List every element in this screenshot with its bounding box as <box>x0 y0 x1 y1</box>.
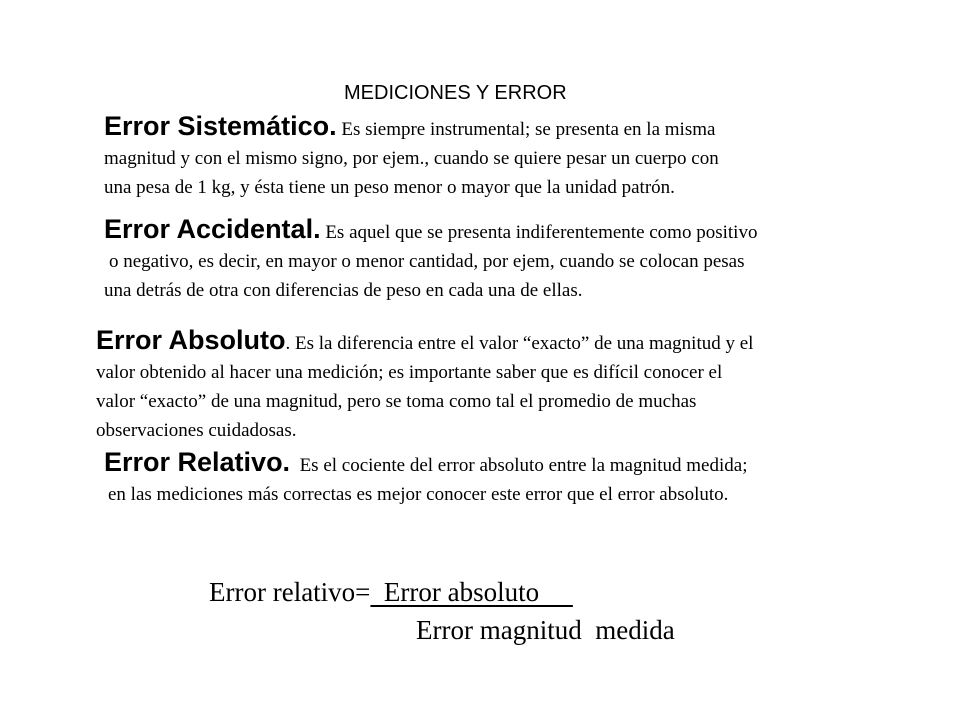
absoluto-heading: Error Absoluto <box>96 326 286 355</box>
relativo-line-1: Es el cociente del error absoluto entre la magnitud medida; <box>299 455 748 476</box>
page-title: MEDICIONES Y ERROR <box>344 82 567 102</box>
sistematico-line-3: una pesa de 1 kg, y ésta tiene un peso menor o mayor que la unidad patrón. <box>104 177 675 198</box>
relativo-line-2: en las mediciones más correctas es mejor conocer este error que el error absoluto. <box>108 484 729 505</box>
formula-denominator: Error magnitud medida <box>416 615 675 645</box>
absoluto-line-2: valor obtenido al hacer una medición; es importante saber que es difícil conocer el <box>96 362 723 383</box>
formula-numerator: Error absoluto <box>370 577 573 607</box>
absoluto-line-1: . Es la diferencia entre el valor “exacto” de una magnitud y el <box>285 333 754 354</box>
accidental-paragraph <box>104 215 757 305</box>
accidental-line-1: Es aquel que se presenta indiferentemente como positivo <box>325 222 758 243</box>
absoluto-paragraph <box>96 326 753 438</box>
relativo-paragraph <box>104 448 747 509</box>
sistematico-line-2: magnitud y con el mismo signo, por ejem., cuando se quiere pesar un cuerpo con <box>104 148 719 169</box>
accidental-heading: Error Accidental. <box>104 214 321 244</box>
formula-lhs: Error relativo= <box>209 577 371 607</box>
sistematico-heading: Error Sistemático. <box>104 111 337 141</box>
absoluto-line-3: valor “exacto” de una magnitud, pero se toma como tal el promedio de muchas <box>96 391 697 412</box>
formula-numerator-row <box>209 575 573 609</box>
sistematico-line-1: Es siempre instrumental; se presenta en la misma <box>341 119 716 140</box>
absoluto-line-4: observaciones cuidadosas. <box>96 420 297 438</box>
accidental-line-3: una detrás de otra con diferencias de peso en cada una de ellas. <box>104 280 583 301</box>
sistematico-paragraph <box>104 112 719 202</box>
accidental-line-2: o negativo, es decir, en mayor o menor cantidad, por ejem, cuando se colocan pesas <box>109 251 745 272</box>
relativo-heading: Error Relativo. <box>104 447 291 477</box>
